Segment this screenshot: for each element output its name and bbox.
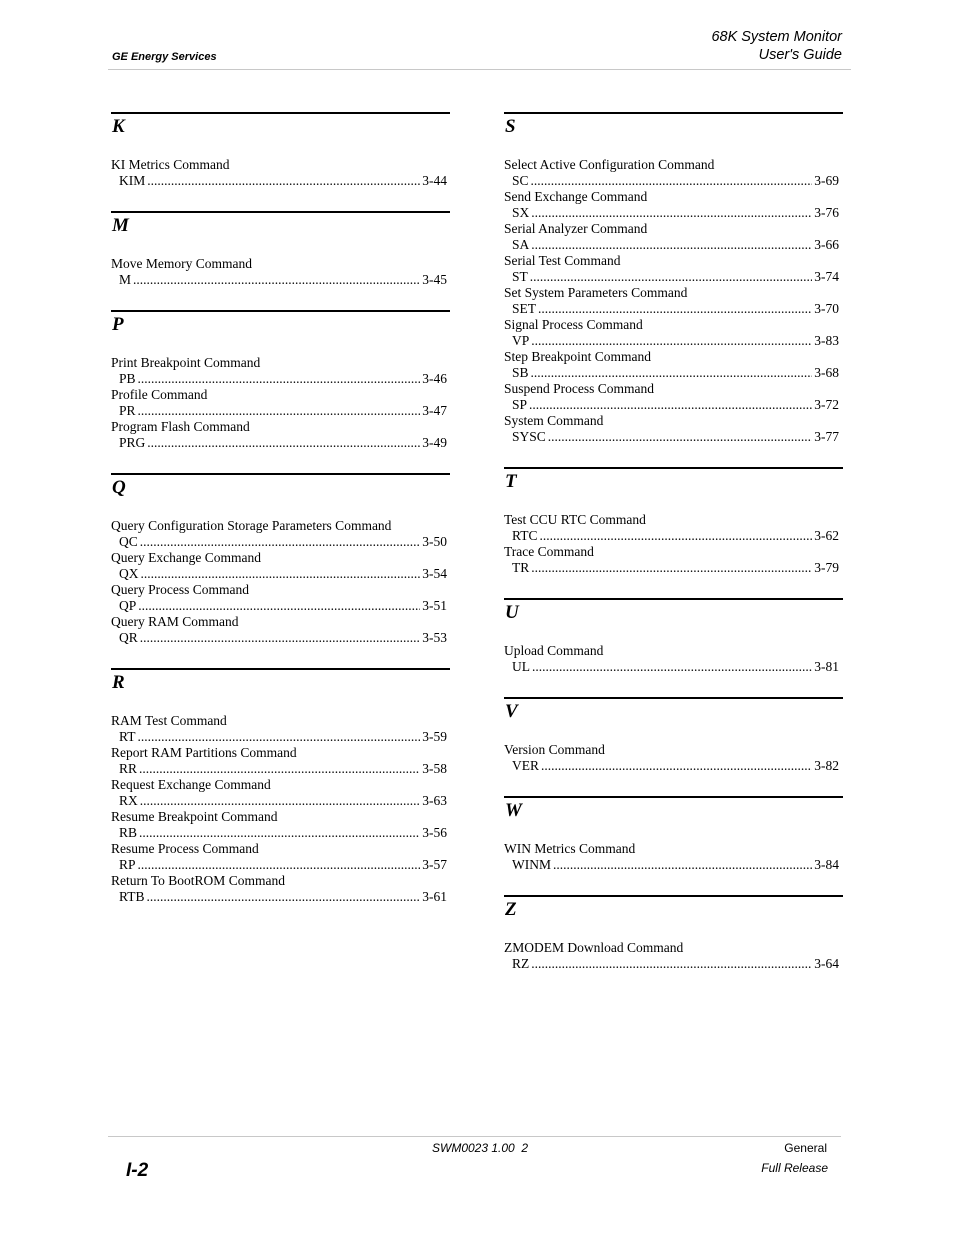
entry-reference (504, 365, 843, 381)
entry-reference (504, 237, 843, 253)
entry-title: Suspend Process Command (504, 381, 654, 396)
index-column-left (111, 112, 450, 927)
dot-leader (538, 301, 812, 317)
page-reference: 3-81 (814, 659, 839, 674)
entry-reference (504, 205, 843, 221)
entry-reference (111, 566, 450, 582)
section-letter: M (112, 215, 129, 236)
entry-reference (504, 560, 843, 576)
entry-title: Test CCU RTC Command (504, 512, 646, 527)
dot-leader (138, 857, 421, 873)
page-reference: 3-63 (422, 793, 447, 808)
section-header (504, 112, 843, 148)
command-mnemonic: SB (512, 365, 529, 380)
header-rule (108, 69, 851, 70)
section-letter: U (505, 602, 519, 623)
command-mnemonic: RT (119, 729, 136, 744)
index-section (504, 895, 843, 972)
index-section (111, 211, 450, 288)
command-mnemonic: TR (512, 560, 530, 575)
index-section (111, 668, 450, 905)
command-mnemonic: SA (512, 237, 530, 252)
page-reference: 3-83 (814, 333, 839, 348)
release-label: Full Release (761, 1161, 828, 1175)
entry-reference (111, 889, 450, 905)
entry-title: Report RAM Partitions Command (111, 745, 297, 760)
dot-leader (139, 761, 420, 777)
entry-reference (111, 729, 450, 745)
command-mnemonic: QC (119, 534, 138, 549)
document-title-line1: 68K System Monitor (711, 29, 842, 45)
index-section (504, 467, 843, 576)
entry-title: Profile Command (111, 387, 208, 402)
section-entries (504, 634, 843, 675)
section-header (504, 598, 843, 634)
page-reference: 3-56 (422, 825, 447, 840)
page-reference: 3-61 (422, 889, 447, 904)
dot-leader (139, 825, 420, 841)
entry-reference (111, 630, 450, 646)
entry-title: RAM Test Command (111, 713, 227, 728)
document-id: SWM0023 1.00 2 (432, 1141, 529, 1155)
page-reference: 3-70 (814, 301, 839, 316)
document-title (711, 28, 842, 64)
dot-leader (539, 528, 812, 544)
entry-reference (504, 857, 843, 873)
company-name: GE Energy Services (112, 51, 217, 63)
page-reference: 3-79 (814, 560, 839, 575)
entry-reference (111, 761, 450, 777)
page-reference: 3-51 (422, 598, 447, 613)
entry-reference (111, 173, 450, 189)
entry-title: Program Flash Command (111, 419, 250, 434)
dot-leader (553, 857, 812, 873)
entry-title: Request Exchange Command (111, 777, 271, 792)
command-mnemonic: RTC (512, 528, 538, 543)
section-letter: T (505, 471, 517, 492)
section-letter: Q (112, 477, 126, 498)
section-header (111, 310, 450, 346)
section-header (504, 697, 843, 733)
index-section (504, 112, 843, 445)
dot-leader (548, 429, 812, 445)
entry-reference (504, 301, 843, 317)
command-mnemonic: VER (512, 758, 539, 773)
dot-leader (141, 566, 421, 582)
entry-title: KI Metrics Command (111, 157, 230, 172)
command-mnemonic: RB (119, 825, 138, 840)
page-reference: 3-49 (422, 435, 447, 450)
entry-title: Query Exchange Command (111, 550, 261, 565)
command-mnemonic: PRG (119, 435, 146, 450)
page-reference: 3-77 (814, 429, 839, 444)
index-section (504, 697, 843, 774)
entry-title: Move Memory Command (111, 256, 252, 271)
entry-title: Query Process Command (111, 582, 249, 597)
entry-title: WIN Metrics Command (504, 841, 636, 856)
entry-reference (504, 659, 843, 675)
entry-title: Return To BootROM Command (111, 873, 285, 888)
entry-title: Step Breakpoint Command (504, 349, 651, 364)
entry-reference (504, 269, 843, 285)
dot-leader (530, 269, 812, 285)
dot-leader (147, 435, 420, 451)
dot-leader (147, 173, 420, 189)
index-section (504, 796, 843, 873)
section-entries (504, 931, 843, 972)
command-mnemonic: SET (512, 301, 537, 316)
entry-title: Query Configuration Storage Parameters Command (111, 518, 392, 533)
command-mnemonic: KIM (119, 173, 146, 188)
section-entries (504, 832, 843, 873)
entry-reference (504, 758, 843, 774)
section-header (504, 796, 843, 832)
command-mnemonic: RZ (512, 956, 530, 971)
dot-leader (531, 956, 812, 972)
entry-reference (111, 793, 450, 809)
section-entries (504, 148, 843, 445)
entry-reference (111, 857, 450, 873)
entry-title: Upload Command (504, 643, 604, 658)
entry-reference (111, 534, 450, 550)
section-entries (111, 247, 450, 288)
command-mnemonic: RR (119, 761, 138, 776)
section-entries (111, 509, 450, 646)
entry-title: Resume Process Command (111, 841, 259, 856)
page-reference: 3-69 (814, 173, 839, 188)
page-reference: 3-58 (422, 761, 447, 776)
entry-reference (504, 429, 843, 445)
entry-title: Signal Process Command (504, 317, 643, 332)
classification-label: General (784, 1141, 827, 1155)
dot-leader (138, 598, 420, 614)
section-letter: R (112, 672, 125, 693)
command-mnemonic: RTB (119, 889, 145, 904)
dot-leader (140, 534, 420, 550)
section-entries (504, 503, 843, 576)
command-mnemonic: M (119, 272, 132, 287)
page-reference: 3-84 (814, 857, 839, 872)
section-header (111, 473, 450, 509)
command-mnemonic: SYSC (512, 429, 546, 444)
entry-title: Version Command (504, 742, 605, 757)
command-mnemonic: RX (119, 793, 138, 808)
section-letter: P (112, 314, 124, 335)
dot-leader (529, 397, 812, 413)
entry-title: Query RAM Command (111, 614, 239, 629)
page-reference: 3-54 (422, 566, 447, 581)
page-reference: 3-50 (422, 534, 447, 549)
index-section (111, 310, 450, 451)
page-reference: 3-57 (422, 857, 447, 872)
section-header (504, 467, 843, 503)
page-reference: 3-68 (814, 365, 839, 380)
section-letter: W (505, 800, 522, 821)
index-section (504, 598, 843, 675)
entry-reference (504, 333, 843, 349)
dot-leader (531, 333, 812, 349)
section-entries (504, 733, 843, 774)
section-letter: K (112, 116, 125, 137)
command-mnemonic: VP (512, 333, 530, 348)
index-section (111, 473, 450, 646)
entry-reference (504, 173, 843, 189)
index-column-right (504, 112, 843, 994)
command-mnemonic: ST (512, 269, 528, 284)
entry-title: ZMODEM Download Command (504, 940, 684, 955)
entry-title: Select Active Configuration Command (504, 157, 715, 172)
dot-leader (138, 403, 421, 419)
dot-leader (531, 237, 812, 253)
entry-title: Serial Analyzer Command (504, 221, 648, 236)
section-letter: S (505, 116, 516, 137)
command-mnemonic: SP (512, 397, 528, 412)
command-mnemonic: QR (119, 630, 138, 645)
dot-leader (146, 889, 420, 905)
entry-reference (111, 825, 450, 841)
page-reference: 3-76 (814, 205, 839, 220)
section-header (111, 668, 450, 704)
section-entries (111, 704, 450, 905)
index-section (111, 112, 450, 189)
page-reference: 3-62 (814, 528, 839, 543)
section-entries (111, 346, 450, 451)
page-reference: 3-45 (422, 272, 447, 287)
section-entries (111, 148, 450, 189)
dot-leader (532, 659, 812, 675)
entry-reference (111, 272, 450, 288)
entry-title: Serial Test Command (504, 253, 621, 268)
command-mnemonic: QP (119, 598, 137, 613)
command-mnemonic: SC (512, 173, 529, 188)
entry-title: Trace Command (504, 544, 594, 559)
footer-rule (108, 1136, 841, 1137)
command-mnemonic: SX (512, 205, 530, 220)
entry-reference (504, 528, 843, 544)
document-title-line2: User's Guide (758, 47, 842, 63)
dot-leader (140, 793, 420, 809)
section-letter: Z (505, 899, 517, 920)
dot-leader (140, 630, 420, 646)
section-header (111, 112, 450, 148)
page-reference: 3-66 (814, 237, 839, 252)
page-number: I-2 (126, 1160, 149, 1181)
page-reference: 3-64 (814, 956, 839, 971)
entry-reference (111, 435, 450, 451)
command-mnemonic: PR (119, 403, 136, 418)
dot-leader (138, 371, 421, 387)
entry-title: Resume Breakpoint Command (111, 809, 278, 824)
page-reference: 3-46 (422, 371, 447, 386)
command-mnemonic: WINM (512, 857, 551, 872)
command-mnemonic: QX (119, 566, 139, 581)
entry-reference (504, 956, 843, 972)
entry-reference (111, 598, 450, 614)
section-header (504, 895, 843, 931)
entry-title: System Command (504, 413, 604, 428)
entry-title: Set System Parameters Command (504, 285, 688, 300)
dot-leader (531, 173, 813, 189)
command-mnemonic: RP (119, 857, 136, 872)
dot-leader (531, 365, 813, 381)
page-reference: 3-72 (814, 397, 839, 412)
page-reference: 3-44 (422, 173, 447, 188)
section-header (111, 211, 450, 247)
entry-title: Print Breakpoint Command (111, 355, 261, 370)
page-reference: 3-59 (422, 729, 447, 744)
dot-leader (541, 758, 812, 774)
page-reference: 3-47 (422, 403, 447, 418)
dot-leader (531, 205, 812, 221)
section-letter: V (505, 701, 518, 722)
entry-reference (111, 371, 450, 387)
dot-leader (133, 272, 420, 288)
entry-reference (504, 397, 843, 413)
page-reference: 3-74 (814, 269, 839, 284)
entry-title: Send Exchange Command (504, 189, 648, 204)
command-mnemonic: PB (119, 371, 136, 386)
dot-leader (531, 560, 812, 576)
page-reference: 3-82 (814, 758, 839, 773)
command-mnemonic: UL (512, 659, 530, 674)
dot-leader (137, 729, 420, 745)
page-reference: 3-53 (422, 630, 447, 645)
entry-reference (111, 403, 450, 419)
